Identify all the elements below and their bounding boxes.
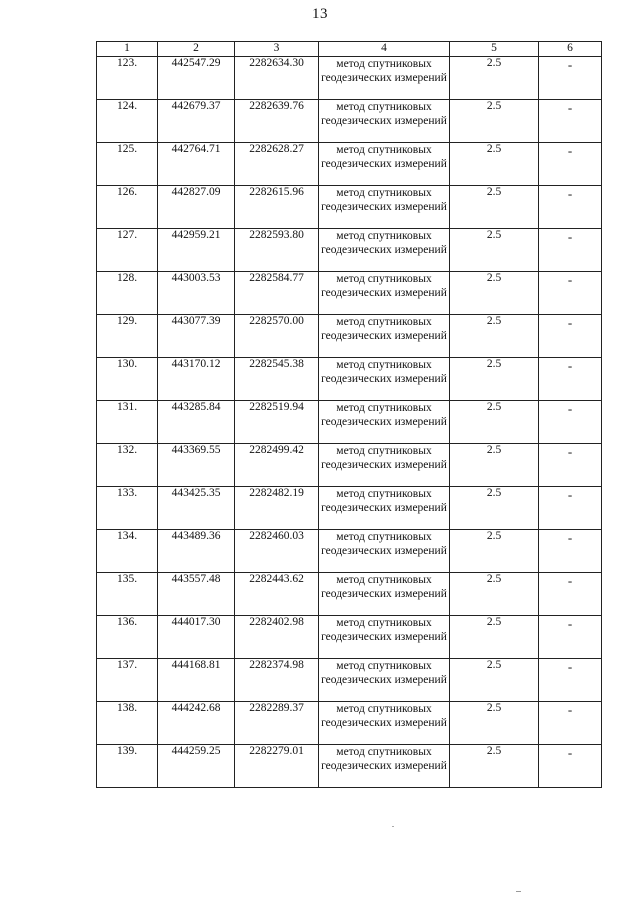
point-number-cell: 129. — [97, 315, 158, 358]
accuracy-cell: 2.5 — [450, 100, 539, 143]
accuracy-cell: 2.5 — [450, 616, 539, 659]
x-coordinate-cell: 444242.68 — [158, 702, 235, 745]
accuracy-cell: 2.5 — [450, 444, 539, 487]
method-cell: метод спутниковых геодезических измерений — [319, 702, 450, 745]
method-cell: метод спутниковых геодезических измерений — [319, 229, 450, 272]
x-coordinate-cell: 442547.29 — [158, 57, 235, 100]
accuracy-cell: 2.5 — [450, 186, 539, 229]
table-row — [97, 530, 602, 573]
note-cell: - — [539, 358, 602, 401]
method-cell: метод спутниковых геодезических измерений — [319, 272, 450, 315]
point-number-cell: 138. — [97, 702, 158, 745]
note-cell: - — [539, 401, 602, 444]
x-coordinate-cell: 442827.09 — [158, 186, 235, 229]
note-cell: - — [539, 272, 602, 315]
note-cell: - — [539, 702, 602, 745]
accuracy-cell: 2.5 — [450, 229, 539, 272]
point-number-cell: 124. — [97, 100, 158, 143]
point-number-cell: 136. — [97, 616, 158, 659]
note-cell: - — [539, 229, 602, 272]
note-cell: - — [539, 745, 602, 788]
column-header-2: 2 — [158, 42, 235, 57]
table-row — [97, 229, 602, 272]
table-row — [97, 358, 602, 401]
x-coordinate-cell: 443285.84 — [158, 401, 235, 444]
note-cell: - — [539, 616, 602, 659]
table-row — [97, 100, 602, 143]
x-coordinate-cell: 443425.35 — [158, 487, 235, 530]
point-number-cell: 134. — [97, 530, 158, 573]
column-header-4: 4 — [319, 42, 450, 57]
point-number-cell: 133. — [97, 487, 158, 530]
table-row — [97, 659, 602, 702]
method-cell: метод спутниковых геодезических измерений — [319, 358, 450, 401]
accuracy-cell: 2.5 — [450, 573, 539, 616]
method-cell: метод спутниковых геодезических измерений — [319, 487, 450, 530]
x-coordinate-cell: 444259.25 — [158, 745, 235, 788]
x-coordinate-cell: 443557.48 — [158, 573, 235, 616]
y-coordinate-cell: 2282615.96 — [235, 186, 319, 229]
method-cell: метод спутниковых геодезических измерений — [319, 616, 450, 659]
method-cell: метод спутниковых геодезических измерений — [319, 57, 450, 100]
table-row — [97, 272, 602, 315]
point-number-cell: 131. — [97, 401, 158, 444]
scan-speck — [392, 826, 394, 827]
point-number-cell: 139. — [97, 745, 158, 788]
point-number-cell: 132. — [97, 444, 158, 487]
point-number-cell: 130. — [97, 358, 158, 401]
table-row — [97, 315, 602, 358]
note-cell: - — [539, 143, 602, 186]
point-number-cell: 123. — [97, 57, 158, 100]
point-number-cell: 127. — [97, 229, 158, 272]
point-number-cell: 135. — [97, 573, 158, 616]
note-cell: - — [539, 487, 602, 530]
point-number-cell: 126. — [97, 186, 158, 229]
accuracy-cell: 2.5 — [450, 702, 539, 745]
y-coordinate-cell: 2282402.98 — [235, 616, 319, 659]
x-coordinate-cell: 443170.12 — [158, 358, 235, 401]
y-coordinate-cell: 2282628.27 — [235, 143, 319, 186]
y-coordinate-cell: 2282374.98 — [235, 659, 319, 702]
table-row — [97, 401, 602, 444]
column-header-6: 6 — [539, 42, 602, 57]
x-coordinate-cell: 444168.81 — [158, 659, 235, 702]
note-cell: - — [539, 315, 602, 358]
accuracy-cell: 2.5 — [450, 401, 539, 444]
y-coordinate-cell: 2282519.94 — [235, 401, 319, 444]
note-cell: - — [539, 444, 602, 487]
method-cell: метод спутниковых геодезических измерений — [319, 659, 450, 702]
accuracy-cell: 2.5 — [450, 659, 539, 702]
y-coordinate-cell: 2282570.00 — [235, 315, 319, 358]
y-coordinate-cell: 2282634.30 — [235, 57, 319, 100]
method-cell: метод спутниковых геодезических измерений — [319, 573, 450, 616]
point-number-cell: 125. — [97, 143, 158, 186]
accuracy-cell: 2.5 — [450, 358, 539, 401]
method-cell: метод спутниковых геодезических измерений — [319, 315, 450, 358]
x-coordinate-cell: 444017.30 — [158, 616, 235, 659]
table-row — [97, 143, 602, 186]
accuracy-cell: 2.5 — [450, 530, 539, 573]
accuracy-cell: 2.5 — [450, 315, 539, 358]
y-coordinate-cell: 2282545.38 — [235, 358, 319, 401]
y-coordinate-cell: 2282499.42 — [235, 444, 319, 487]
x-coordinate-cell: 442764.71 — [158, 143, 235, 186]
x-coordinate-cell: 443369.55 — [158, 444, 235, 487]
page-number: 13 — [312, 6, 328, 22]
table-row — [97, 57, 602, 100]
method-cell: метод спутниковых геодезических измерений — [319, 530, 450, 573]
x-coordinate-cell: 443003.53 — [158, 272, 235, 315]
method-cell: метод спутниковых геодезических измерений — [319, 444, 450, 487]
column-header-1: 1 — [97, 42, 158, 57]
accuracy-cell: 2.5 — [450, 143, 539, 186]
table-row — [97, 487, 602, 530]
scan-speck — [516, 891, 521, 892]
point-number-cell: 137. — [97, 659, 158, 702]
y-coordinate-cell: 2282584.77 — [235, 272, 319, 315]
method-cell: метод спутниковых геодезических измерений — [319, 745, 450, 788]
y-coordinate-cell: 2282593.80 — [235, 229, 319, 272]
y-coordinate-cell: 2282639.76 — [235, 100, 319, 143]
method-cell: метод спутниковых геодезических измерений — [319, 401, 450, 444]
column-header-3: 3 — [235, 42, 319, 57]
note-cell: - — [539, 186, 602, 229]
x-coordinate-cell: 442959.21 — [158, 229, 235, 272]
column-header-5: 5 — [450, 42, 539, 57]
accuracy-cell: 2.5 — [450, 272, 539, 315]
table-row — [97, 186, 602, 229]
x-coordinate-cell: 443489.36 — [158, 530, 235, 573]
note-cell: - — [539, 530, 602, 573]
table-row — [97, 573, 602, 616]
accuracy-cell: 2.5 — [450, 57, 539, 100]
note-cell: - — [539, 57, 602, 100]
note-cell: - — [539, 573, 602, 616]
y-coordinate-cell: 2282460.03 — [235, 530, 319, 573]
method-cell: метод спутниковых геодезических измерений — [319, 100, 450, 143]
method-cell: метод спутниковых геодезических измерений — [319, 186, 450, 229]
accuracy-cell: 2.5 — [450, 487, 539, 530]
y-coordinate-cell: 2282289.37 — [235, 702, 319, 745]
table-row — [97, 745, 602, 788]
point-number-cell: 128. — [97, 272, 158, 315]
note-cell: - — [539, 100, 602, 143]
x-coordinate-cell: 443077.39 — [158, 315, 235, 358]
table-row — [97, 444, 602, 487]
table-row — [97, 702, 602, 745]
note-cell: - — [539, 659, 602, 702]
accuracy-cell: 2.5 — [450, 745, 539, 788]
y-coordinate-cell: 2282443.62 — [235, 573, 319, 616]
table-row — [97, 616, 602, 659]
coordinates-table — [96, 41, 602, 788]
x-coordinate-cell: 442679.37 — [158, 100, 235, 143]
table-header-row — [97, 42, 602, 57]
y-coordinate-cell: 2282279.01 — [235, 745, 319, 788]
y-coordinate-cell: 2282482.19 — [235, 487, 319, 530]
method-cell: метод спутниковых геодезических измерений — [319, 143, 450, 186]
